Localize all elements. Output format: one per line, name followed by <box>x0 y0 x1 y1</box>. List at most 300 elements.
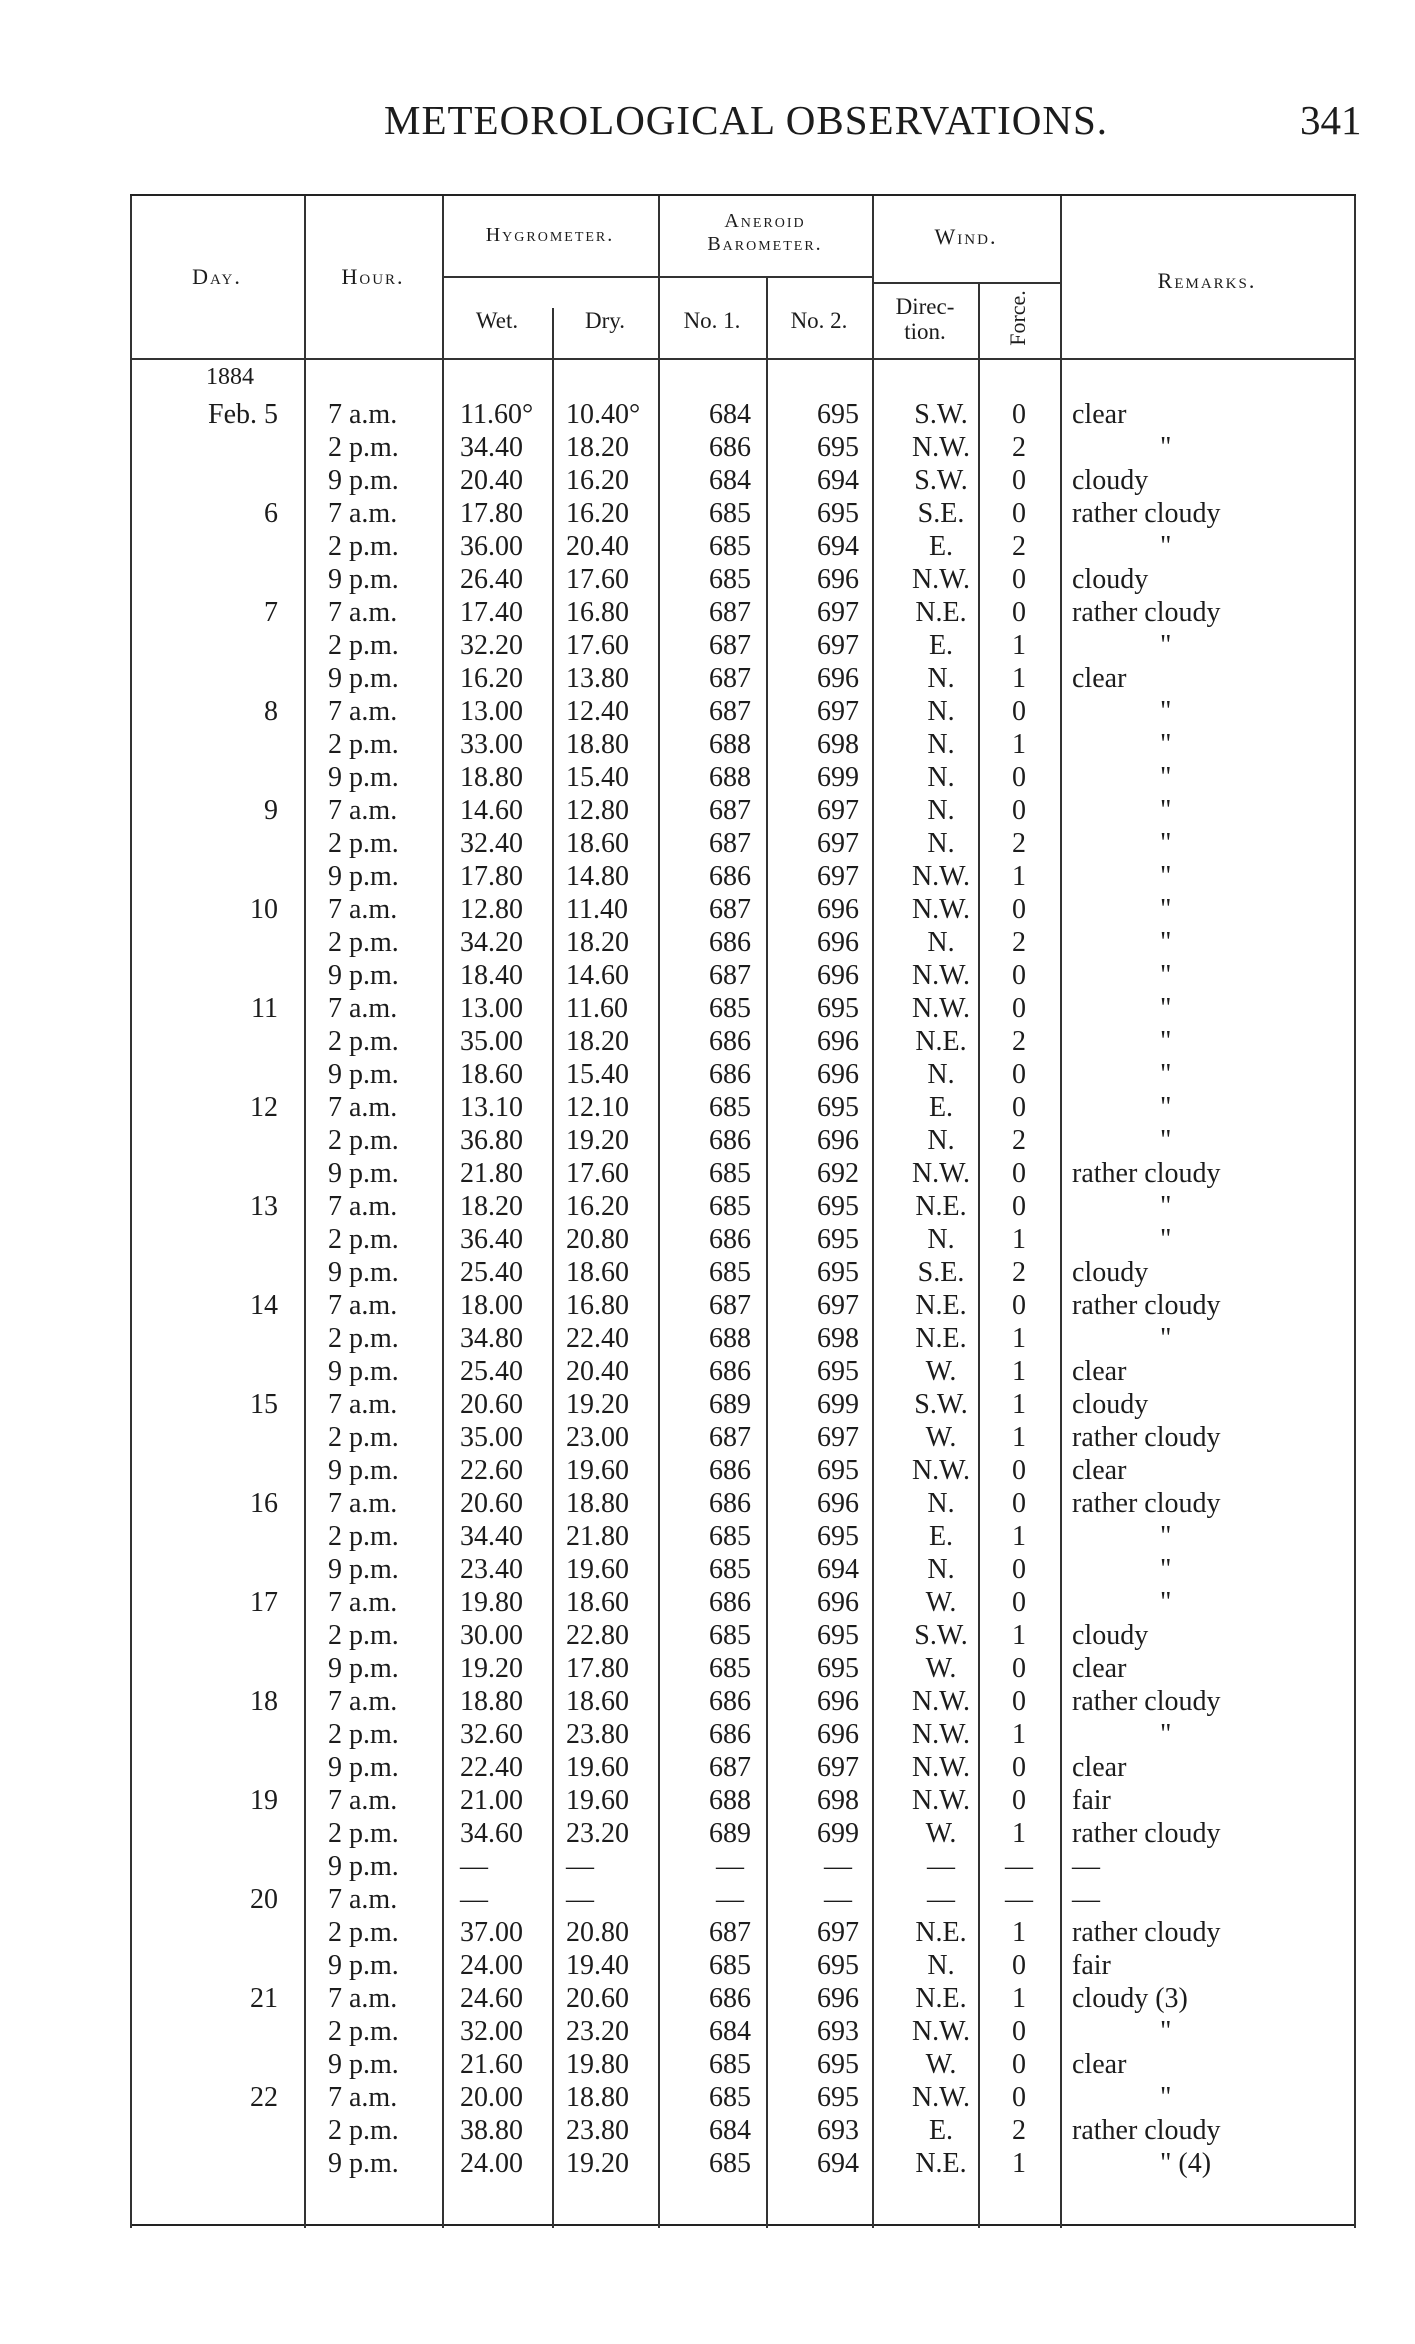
barometer-no2-cell: 695 <box>817 1455 859 1486</box>
hour-cell: 7 a.m. <box>328 1488 398 1519</box>
remark-cell: " <box>1160 861 1172 892</box>
hour-cell: 9 p.m. <box>328 861 399 892</box>
dry-cell: 18.20 <box>566 1026 629 1057</box>
remark-cell: " <box>1160 1323 1172 1354</box>
dry-cell: 23.80 <box>566 1719 629 1750</box>
barometer-no2-cell: 697 <box>817 597 859 628</box>
hour-cell: 9 p.m. <box>328 1356 399 1387</box>
table-row <box>130 1982 1356 2015</box>
table-row <box>130 1685 1356 1718</box>
table-row <box>130 794 1356 827</box>
barometer-no1-header: No. 1. <box>683 308 741 333</box>
wet-cell: 24.00 <box>460 2148 523 2179</box>
barometer-no2-cell: 695 <box>817 2082 859 2113</box>
direction-cell: N.E. <box>915 1191 967 1222</box>
table-row <box>130 1718 1356 1751</box>
table-row <box>130 1190 1356 1223</box>
force-cell: 0 <box>1012 498 1026 529</box>
dry-cell: — <box>566 1851 594 1882</box>
barometer-no1-cell: 687 <box>709 597 751 628</box>
remark-cell: " <box>1160 1191 1172 1222</box>
hour-cell: 7 a.m. <box>328 1290 398 1321</box>
dry-cell: 19.80 <box>566 2049 629 2080</box>
day-header: Day. <box>192 264 242 289</box>
barometer-no1-cell: 686 <box>709 1719 751 1750</box>
force-cell: 0 <box>1012 564 1026 595</box>
barometer-no1-cell: 687 <box>709 630 751 661</box>
table-row <box>130 2147 1356 2180</box>
hour-cell: 9 p.m. <box>328 2049 399 2080</box>
dry-cell: 19.20 <box>566 1389 629 1420</box>
barometer-no1-cell: 686 <box>709 1059 751 1090</box>
dry-cell: 17.60 <box>566 1158 629 1189</box>
direction-cell: W. <box>925 1587 957 1618</box>
direction-cell: N. <box>927 1125 955 1156</box>
barometer-no2-cell: 697 <box>817 1290 859 1321</box>
dry-cell: 16.80 <box>566 597 629 628</box>
force-cell: 0 <box>1012 2082 1026 2113</box>
header-rule <box>442 276 658 278</box>
day-cell: 14 <box>250 1290 278 1321</box>
table-row <box>130 959 1356 992</box>
dry-cell: 18.80 <box>566 1488 629 1519</box>
direction-cell: N.W. <box>911 2016 971 2047</box>
remark-cell: cloudy <box>1072 1257 1149 1288</box>
day-cell: 8 <box>264 696 278 727</box>
barometer-no1-cell: 685 <box>709 1092 751 1123</box>
direction-cell: N.W. <box>911 432 971 463</box>
wet-cell: 25.40 <box>460 1257 523 1288</box>
table-row <box>130 431 1356 464</box>
barometer-no1-cell: 687 <box>709 960 751 991</box>
dry-cell: 19.20 <box>566 2148 629 2179</box>
barometer-no2-cell: 696 <box>817 927 859 958</box>
table-row <box>130 563 1356 596</box>
barometer-no2-cell: 697 <box>817 1422 859 1453</box>
hour-cell: 9 p.m. <box>328 1059 399 1090</box>
direction-cell: N.W. <box>911 960 971 991</box>
direction-cell: N. <box>927 663 955 694</box>
hour-cell: 2 p.m. <box>328 2115 399 2146</box>
wet-cell: 37.00 <box>460 1917 523 1948</box>
force-cell: 1 <box>1012 1323 1026 1354</box>
direction-cell: E. <box>928 1092 954 1123</box>
barometer-no2-cell: 695 <box>817 1620 859 1651</box>
barometer-no2-cell: 696 <box>817 1983 859 2014</box>
force-cell: 0 <box>1012 1092 1026 1123</box>
dry-cell: 11.40 <box>566 894 628 925</box>
barometer-no2-cell: 695 <box>817 1224 859 1255</box>
wet-cell: 18.20 <box>460 1191 523 1222</box>
remark-cell: " <box>1160 2082 1172 2113</box>
wet-cell: 32.20 <box>460 630 523 661</box>
barometer-no1-cell: 684 <box>709 2115 751 2146</box>
table-row <box>130 2048 1356 2081</box>
remark-cell: rather cloudy <box>1072 1488 1221 1519</box>
barometer-no2-cell: 695 <box>817 993 859 1024</box>
direction-label-line2: tion. <box>904 319 946 345</box>
barometer-no1-cell: 686 <box>709 861 751 892</box>
table-row <box>130 1223 1356 1256</box>
barometer-no1-cell: 685 <box>709 2148 751 2179</box>
table-row <box>130 2114 1356 2147</box>
force-cell: 1 <box>1012 1224 1026 1255</box>
hour-cell: 2 p.m. <box>328 2016 399 2047</box>
direction-cell: S.W. <box>914 1620 968 1651</box>
hour-cell: 9 p.m. <box>328 564 399 595</box>
barometer-no1-cell: 687 <box>709 894 751 925</box>
remark-cell: rather cloudy <box>1072 1290 1221 1321</box>
wet-cell: 34.80 <box>460 1323 523 1354</box>
table-row <box>130 860 1356 893</box>
dry-cell: 11.60 <box>566 993 628 1024</box>
page-header <box>0 96 1415 150</box>
wet-cell: 20.60 <box>460 1389 523 1420</box>
remark-cell: rather cloudy <box>1072 498 1221 529</box>
direction-cell: E. <box>928 630 954 661</box>
day-cell: 13 <box>250 1191 278 1222</box>
direction-cell: N.W. <box>911 861 971 892</box>
force-cell: 2 <box>1012 1257 1026 1288</box>
remark-cell: cloudy (3) <box>1072 1983 1188 2014</box>
dry-cell: 23.20 <box>566 1818 629 1849</box>
remarks-header: Remarks. <box>1157 268 1257 293</box>
wet-cell: 24.60 <box>460 1983 523 2014</box>
force-cell: 0 <box>1012 597 1026 628</box>
barometer-no2-cell: 697 <box>817 795 859 826</box>
table-row <box>130 1817 1356 1850</box>
dry-cell: 14.60 <box>566 960 629 991</box>
remark-cell: " <box>1160 2016 1172 2047</box>
hour-cell: 7 a.m. <box>328 1587 398 1618</box>
force-cell: — <box>1005 1884 1033 1915</box>
barometer-no1-cell: 685 <box>709 2082 751 2113</box>
dry-cell: 15.40 <box>566 762 629 793</box>
hour-cell: 7 a.m. <box>328 1785 398 1816</box>
hour-cell: 7 a.m. <box>328 894 398 925</box>
dry-cell: 23.80 <box>566 2115 629 2146</box>
barometer-no1-cell: 687 <box>709 795 751 826</box>
direction-cell: N. <box>927 696 955 727</box>
hour-cell: 2 p.m. <box>328 1323 399 1354</box>
wet-cell: 32.60 <box>460 1719 523 1750</box>
barometer-no1-cell: 685 <box>709 1191 751 1222</box>
wet-cell: 23.40 <box>460 1554 523 1585</box>
direction-cell: N.W. <box>911 1686 971 1717</box>
barometer-no2-cell: — <box>824 1884 852 1915</box>
wet-cell: 20.60 <box>460 1488 523 1519</box>
direction-cell: N. <box>927 762 955 793</box>
force-cell: 0 <box>1012 465 1026 496</box>
barometer-no1-cell: 685 <box>709 1620 751 1651</box>
header-bottom-rule <box>130 358 1354 360</box>
barometer-no2-cell: 695 <box>817 2049 859 2080</box>
hour-cell: 7 a.m. <box>328 597 398 628</box>
remark-cell: " <box>1160 630 1172 661</box>
force-cell: 0 <box>1012 1488 1026 1519</box>
hour-cell: 7 a.m. <box>328 1686 398 1717</box>
hygrometer-header: Hygrometer. <box>485 224 615 246</box>
force-cell: 0 <box>1012 1950 1026 1981</box>
direction-cell: N.W. <box>911 1752 971 1783</box>
table-row <box>130 695 1356 728</box>
barometer-no2-cell: 692 <box>817 1158 859 1189</box>
force-cell: 1 <box>1012 1356 1026 1387</box>
wet-cell: 11.60° <box>460 399 534 430</box>
header-rule <box>658 276 872 278</box>
wet-cell: 34.20 <box>460 927 523 958</box>
direction-cell: N. <box>927 1224 955 1255</box>
table-row <box>130 2081 1356 2114</box>
remark-cell: rather cloudy <box>1072 1686 1221 1717</box>
day-cell: 12 <box>250 1092 278 1123</box>
dry-cell: 22.80 <box>566 1620 629 1651</box>
hour-cell: 9 p.m. <box>328 762 399 793</box>
hour-cell: 9 p.m. <box>328 1158 399 1189</box>
barometer-no2-cell: 696 <box>817 1059 859 1090</box>
direction-cell: N. <box>927 1059 955 1090</box>
force-cell: 0 <box>1012 795 1026 826</box>
aneroid-label: Aneroid <box>724 210 806 232</box>
barometer-no2-cell: 695 <box>817 432 859 463</box>
table-row <box>130 662 1356 695</box>
force-cell: 0 <box>1012 993 1026 1024</box>
hour-cell: 9 p.m. <box>328 1554 399 1585</box>
hour-cell: 2 p.m. <box>328 1125 399 1156</box>
hour-cell: 2 p.m. <box>328 1818 399 1849</box>
wet-cell: 17.80 <box>460 498 523 529</box>
day-cell: 11 <box>251 993 278 1024</box>
wet-cell: 25.40 <box>460 1356 523 1387</box>
wet-cell: 34.40 <box>460 432 523 463</box>
direction-cell: — <box>927 1851 955 1882</box>
dry-cell: — <box>566 1884 594 1915</box>
force-cell: 2 <box>1012 1026 1026 1057</box>
remark-cell: rather cloudy <box>1072 1818 1221 1849</box>
direction-cell: W. <box>925 1356 957 1387</box>
hour-cell: 7 a.m. <box>328 696 398 727</box>
table-row <box>130 1025 1356 1058</box>
hour-cell: 2 p.m. <box>328 1224 399 1255</box>
direction-cell: N.W. <box>911 1455 971 1486</box>
table-row <box>130 728 1356 761</box>
direction-cell: S.W. <box>914 1389 968 1420</box>
direction-cell: S.E. <box>917 498 965 529</box>
force-cell: 1 <box>1012 1422 1026 1453</box>
barometer-no1-cell: 686 <box>709 1455 751 1486</box>
force-cell: 0 <box>1012 1158 1026 1189</box>
remark-cell: " <box>1160 432 1172 463</box>
barometer-no1-cell: 685 <box>709 498 751 529</box>
barometer-no1-cell: 686 <box>709 927 751 958</box>
wet-cell: 21.80 <box>460 1158 523 1189</box>
barometer-no2-cell: 696 <box>817 564 859 595</box>
remark-cell: rather cloudy <box>1072 2115 1221 2146</box>
dry-cell: 17.60 <box>566 564 629 595</box>
force-cell: 0 <box>1012 1059 1026 1090</box>
dry-cell: 19.60 <box>566 1554 629 1585</box>
force-cell: 2 <box>1012 1125 1026 1156</box>
force-cell: 1 <box>1012 1818 1026 1849</box>
force-cell: 0 <box>1012 2049 1026 2080</box>
barometer-no1-cell: 685 <box>709 1257 751 1288</box>
remark-cell: rather cloudy <box>1072 1917 1221 1948</box>
table-row <box>130 992 1356 1025</box>
day-cell: 19 <box>250 1785 278 1816</box>
hour-cell: 9 p.m. <box>328 1752 399 1783</box>
force-cell: 0 <box>1012 1752 1026 1783</box>
barometer-no1-cell: 688 <box>709 762 751 793</box>
table-row <box>130 1487 1356 1520</box>
force-cell: 0 <box>1012 696 1026 727</box>
barometer-no2-cell: 695 <box>817 1653 859 1684</box>
remark-cell: — <box>1072 1851 1100 1882</box>
barometer-no1-cell: 684 <box>709 399 751 430</box>
barometer-no2-cell: 698 <box>817 729 859 760</box>
wet-cell: 33.00 <box>460 729 523 760</box>
barometer-no1-cell: 687 <box>709 663 751 694</box>
direction-cell: N.E. <box>915 1290 967 1321</box>
barometer-no1-cell: 685 <box>709 1554 751 1585</box>
wet-cell: 18.80 <box>460 1686 523 1717</box>
dry-cell: 16.20 <box>566 465 629 496</box>
remark-cell: " <box>1160 1026 1172 1057</box>
direction-cell: E. <box>928 1521 954 1552</box>
day-cell: 21 <box>250 1983 278 2014</box>
remark-cell: " <box>1160 993 1172 1024</box>
table-row <box>130 497 1356 530</box>
table-row <box>130 1058 1356 1091</box>
force-cell: 0 <box>1012 1290 1026 1321</box>
dry-cell: 22.40 <box>566 1323 629 1354</box>
force-cell: 1 <box>1012 1983 1026 2014</box>
barometer-no2-cell: 696 <box>817 663 859 694</box>
direction-cell: N.W. <box>911 1158 971 1189</box>
direction-cell: N.W. <box>911 993 971 1024</box>
wet-cell: — <box>460 1851 488 1882</box>
dry-cell: 16.20 <box>566 1191 629 1222</box>
dry-cell: 20.40 <box>566 531 629 562</box>
hour-cell: 7 a.m. <box>328 1983 398 2014</box>
barometer-no2-cell: 699 <box>817 1389 859 1420</box>
table-row <box>130 1289 1356 1322</box>
day-cell: 17 <box>250 1587 278 1618</box>
force-cell: 2 <box>1012 828 1026 859</box>
barometer-no1-cell: 687 <box>709 1917 751 1948</box>
barometer-no1-cell: 689 <box>709 1818 751 1849</box>
wet-cell: 24.00 <box>460 1950 523 1981</box>
direction-cell: N.W. <box>911 1785 971 1816</box>
remark-cell: clear <box>1072 2049 1127 2080</box>
remark-cell: rather cloudy <box>1072 1158 1221 1189</box>
barometer-no2-cell: 696 <box>817 894 859 925</box>
force-cell: 1 <box>1012 1521 1026 1552</box>
day-cell: 22 <box>250 2082 278 2113</box>
barometer-no1-cell: 686 <box>709 1125 751 1156</box>
table-row <box>130 464 1356 497</box>
direction-cell: N. <box>927 1554 955 1585</box>
day-cell: 9 <box>264 795 278 826</box>
wet-cell: 13.00 <box>460 993 523 1024</box>
dry-cell: 18.60 <box>566 1686 629 1717</box>
wet-cell: 36.00 <box>460 531 523 562</box>
hour-cell: 7 a.m. <box>328 1884 398 1915</box>
barometer-no2-cell: 696 <box>817 1026 859 1057</box>
direction-cell: N.E. <box>915 2148 967 2179</box>
direction-cell: N.E. <box>915 1917 967 1948</box>
hour-cell: 9 p.m. <box>328 465 399 496</box>
barometer-no1-cell: 685 <box>709 564 751 595</box>
wet-cell: 19.20 <box>460 1653 523 1684</box>
force-cell: 1 <box>1012 1620 1026 1651</box>
day-cell: 20 <box>250 1884 278 1915</box>
force-cell: 2 <box>1012 432 1026 463</box>
barometer-no2-cell: 697 <box>817 630 859 661</box>
barometer-no2-cell: 699 <box>817 762 859 793</box>
force-cell: 0 <box>1012 1587 1026 1618</box>
table-row <box>130 1916 1356 1949</box>
hour-cell: 2 p.m. <box>328 729 399 760</box>
remark-cell: fair <box>1072 1950 1111 1981</box>
barometer-no1-cell: 686 <box>709 1488 751 1519</box>
remark-cell: " <box>1160 1224 1172 1255</box>
force-cell: 0 <box>1012 1554 1026 1585</box>
dry-cell: 19.20 <box>566 1125 629 1156</box>
wet-cell: 20.40 <box>460 465 523 496</box>
direction-cell: N.W. <box>911 1719 971 1750</box>
day-cell: 16 <box>250 1488 278 1519</box>
force-cell: 1 <box>1012 861 1026 892</box>
direction-cell: N. <box>927 1488 955 1519</box>
dry-cell: 23.20 <box>566 2016 629 2047</box>
remark-cell: clear <box>1072 1455 1127 1486</box>
direction-cell: W. <box>925 1653 957 1684</box>
barometer-no2-cell: 695 <box>817 1191 859 1222</box>
dry-cell: 17.80 <box>566 1653 629 1684</box>
wet-cell: — <box>460 1884 488 1915</box>
direction-cell: N.W. <box>911 564 971 595</box>
barometer-no1-cell: 688 <box>709 1785 751 1816</box>
table-row <box>130 1619 1356 1652</box>
remark-cell: " <box>1160 1059 1172 1090</box>
direction-cell: N. <box>927 795 955 826</box>
dry-cell: 19.60 <box>566 1455 629 1486</box>
barometer-no2-cell: 694 <box>817 531 859 562</box>
remark-cell: " <box>1160 1125 1172 1156</box>
table-row <box>130 1586 1356 1619</box>
remark-cell: " <box>1160 828 1172 859</box>
wet-cell: 17.40 <box>460 597 523 628</box>
hour-cell: 7 a.m. <box>328 993 398 1024</box>
barometer-no1-cell: 685 <box>709 1653 751 1684</box>
wet-header: Wet. <box>475 308 519 333</box>
force-cell: 1 <box>1012 729 1026 760</box>
direction-cell: E. <box>928 2115 954 2146</box>
force-cell: 0 <box>1012 960 1026 991</box>
barometer-no2-cell: 696 <box>817 1686 859 1717</box>
direction-cell: W. <box>925 1422 957 1453</box>
wet-cell: 18.00 <box>460 1290 523 1321</box>
direction-cell: N.E. <box>915 1026 967 1057</box>
barometer-no1-cell: 686 <box>709 432 751 463</box>
wet-cell: 26.40 <box>460 564 523 595</box>
barometer-no2-cell: 695 <box>817 399 859 430</box>
remark-cell: " <box>1160 1521 1172 1552</box>
wet-cell: 36.40 <box>460 1224 523 1255</box>
barometer-no1-cell: 688 <box>709 729 751 760</box>
direction-header <box>872 294 978 345</box>
barometer-no2-cell: 696 <box>817 1587 859 1618</box>
